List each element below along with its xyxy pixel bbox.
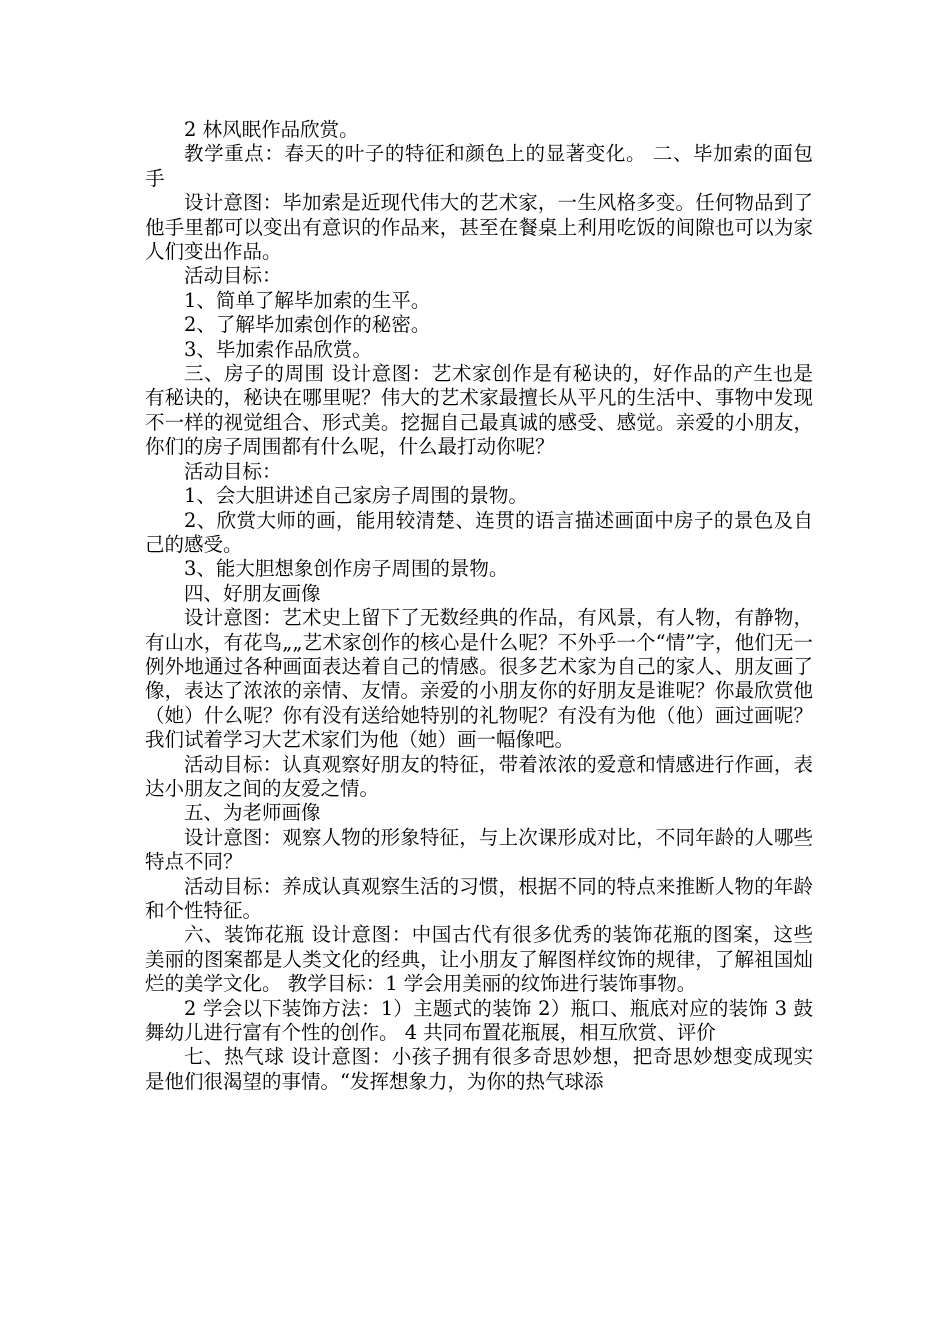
paragraph-11: 2、欣赏大师的画，能用较清楚、连贯的语言描述画面中房子的景色及自己的感受。 xyxy=(145,508,813,556)
paragraph-8: 三、房子的周围 设计意图：艺术家创作是有秘诀的，好作品的产生也是有秘诀的，秘诀在哪里呢？伟大的艺术家最擅长从平凡的生活中、事物中发现不一样的视觉组合、形式美。挖掘自己最真诚的感受、感觉。亲爱的小朋友，你们的房子周围都有什么呢，什么最打动你呢？ xyxy=(145,362,813,459)
paragraph-4: 活动目标： xyxy=(184,264,282,288)
paragraph-1: 2 林风眠作品欣赏。 xyxy=(184,118,359,141)
paragraph-5: 1、简单了解毕加索的生平。 xyxy=(184,288,431,312)
paragraph-19: 六、装饰花瓶 设计意图：中国古代有很多优秀的装饰花瓶的图案，这些美丽的图案都是人类文化的经典，让小朋友了解图样纹饰的规律，了解祖国灿烂的美学文化。 教学目标：1 学会用美丽的纹饰进行装饰事物。 xyxy=(145,923,813,996)
paragraph-7: 3、毕加索作品欣赏。 xyxy=(184,337,372,361)
paragraph-21: 七、热气球 设计意图：小孩子拥有很多奇思妙想，把奇思妙想变成现实是他们很渴望的事情。“发挥想象力，为你的热气球添 xyxy=(145,1045,813,1093)
paragraph-13: 四、好朋友画像 xyxy=(184,581,321,605)
paragraph-18: 活动目标：养成认真观察生活的习惯，根据不同的特点来推断人物的年龄和个性特征。 xyxy=(145,874,813,922)
paragraph-9: 活动目标： xyxy=(184,459,282,483)
paragraph-6: 2、了解毕加索创作的秘密。 xyxy=(184,313,431,337)
paragraph-14: 设计意图：艺术史上留下了无数经典的作品，有风景，有人物，有静物，有山水，有花鸟„„艺术家创作的核心是什么呢？不外乎一个“情”字，他们无一例外地通过各种画面表达着自己的情感。很多艺术家为自己的家人、朋友画了像，表达了浓浓的亲情、友情。亲爱的小朋友你的好朋友是谁呢？你最欣赏他（她）什么呢？你有没有送给她特别的礼物呢？有没有为他（他）画过画呢？我们试着学习大艺术家们为他（她）画一幅像吧。 xyxy=(145,606,813,752)
paragraph-16: 五、为老师画像 xyxy=(184,801,321,825)
paragraph-10: 1、会大胆讲述自己家房子周围的景物。 xyxy=(184,484,528,508)
paragraph-17: 设计意图：观察人物的形象特征，与上次课形成对比，不同年龄的人哪些特点不同？ xyxy=(145,825,813,874)
paragraph-20: 2 学会以下装饰方法：1）主题式的装饰 2）瓶口、瓶底对应的装饰 3 鼓舞幼儿进行富有个性的创作。 4 共同布置花瓶展，相互欣赏、评价 xyxy=(145,996,813,1045)
paragraph-15: 活动目标：认真观察好朋友的特征，带着浓浓的爱意和情感进行作画，表达小朋友之间的友爱之情。 xyxy=(145,752,813,800)
paragraph-2: 教学重点：春天的叶子的特征和颜色上的显著变化。 二、毕加索的面包手 xyxy=(145,142,813,190)
document-page xyxy=(145,118,813,1094)
paragraph-3: 设计意图：毕加索是近现代伟大的艺术家，一生风格多变。任何物品到了他手里都可以变出有意识的作品来，甚至在餐桌上利用吃饭的间隙也可以为家人们变出作品。 xyxy=(145,191,813,264)
paragraph-12: 3、能大胆想象创作房子周围的景物。 xyxy=(184,557,509,581)
